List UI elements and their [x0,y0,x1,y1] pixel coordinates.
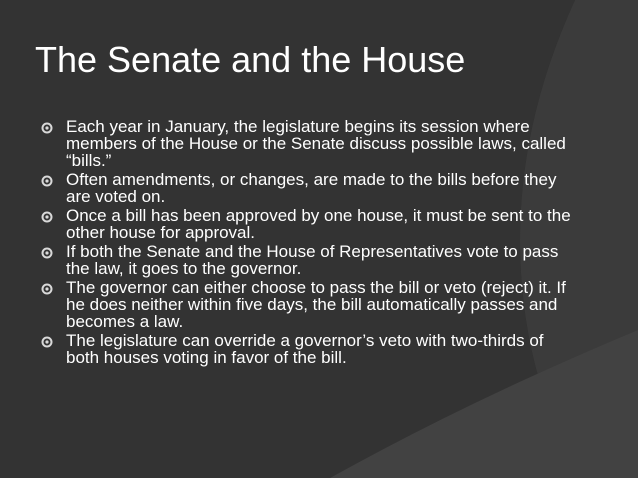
ring-bullet-icon [40,246,54,260]
ring-bullet-icon [40,282,54,296]
list-item [40,171,580,205]
list-item [40,118,580,169]
ring-bullet-icon [40,210,54,224]
bullet-text: If both the Senate and the House of Representatives vote to pass the law, it goes to the governor. [66,242,559,278]
list-item [40,332,580,366]
ring-bullet-icon [40,174,54,188]
list-item [40,243,580,277]
slide-title: The Senate and the House [35,39,466,80]
bullet-text: Once a bill has been approved by one house, it must be sent to the other house for approval. [66,206,571,242]
ring-bullet-icon [40,121,54,135]
bullet-text: The legislature can override a governor’s veto with two-thirds of both houses voting in favor of the bill. [66,331,544,367]
bullet-list [40,118,580,368]
list-item [40,279,580,330]
list-item [40,207,580,241]
bullet-text: Each year in January, the legislature begins its session where members of the House or the Senate discuss possible laws, called “bills.” [66,117,566,170]
bullet-text: Often amendments, or changes, are made to the bills before they are voted on. [66,170,557,206]
bullet-text: The governor can either choose to pass the bill or veto (reject) it. If he does neither within five days, the bill automatically passes and becomes a law. [66,278,566,331]
ring-bullet-icon [40,335,54,349]
